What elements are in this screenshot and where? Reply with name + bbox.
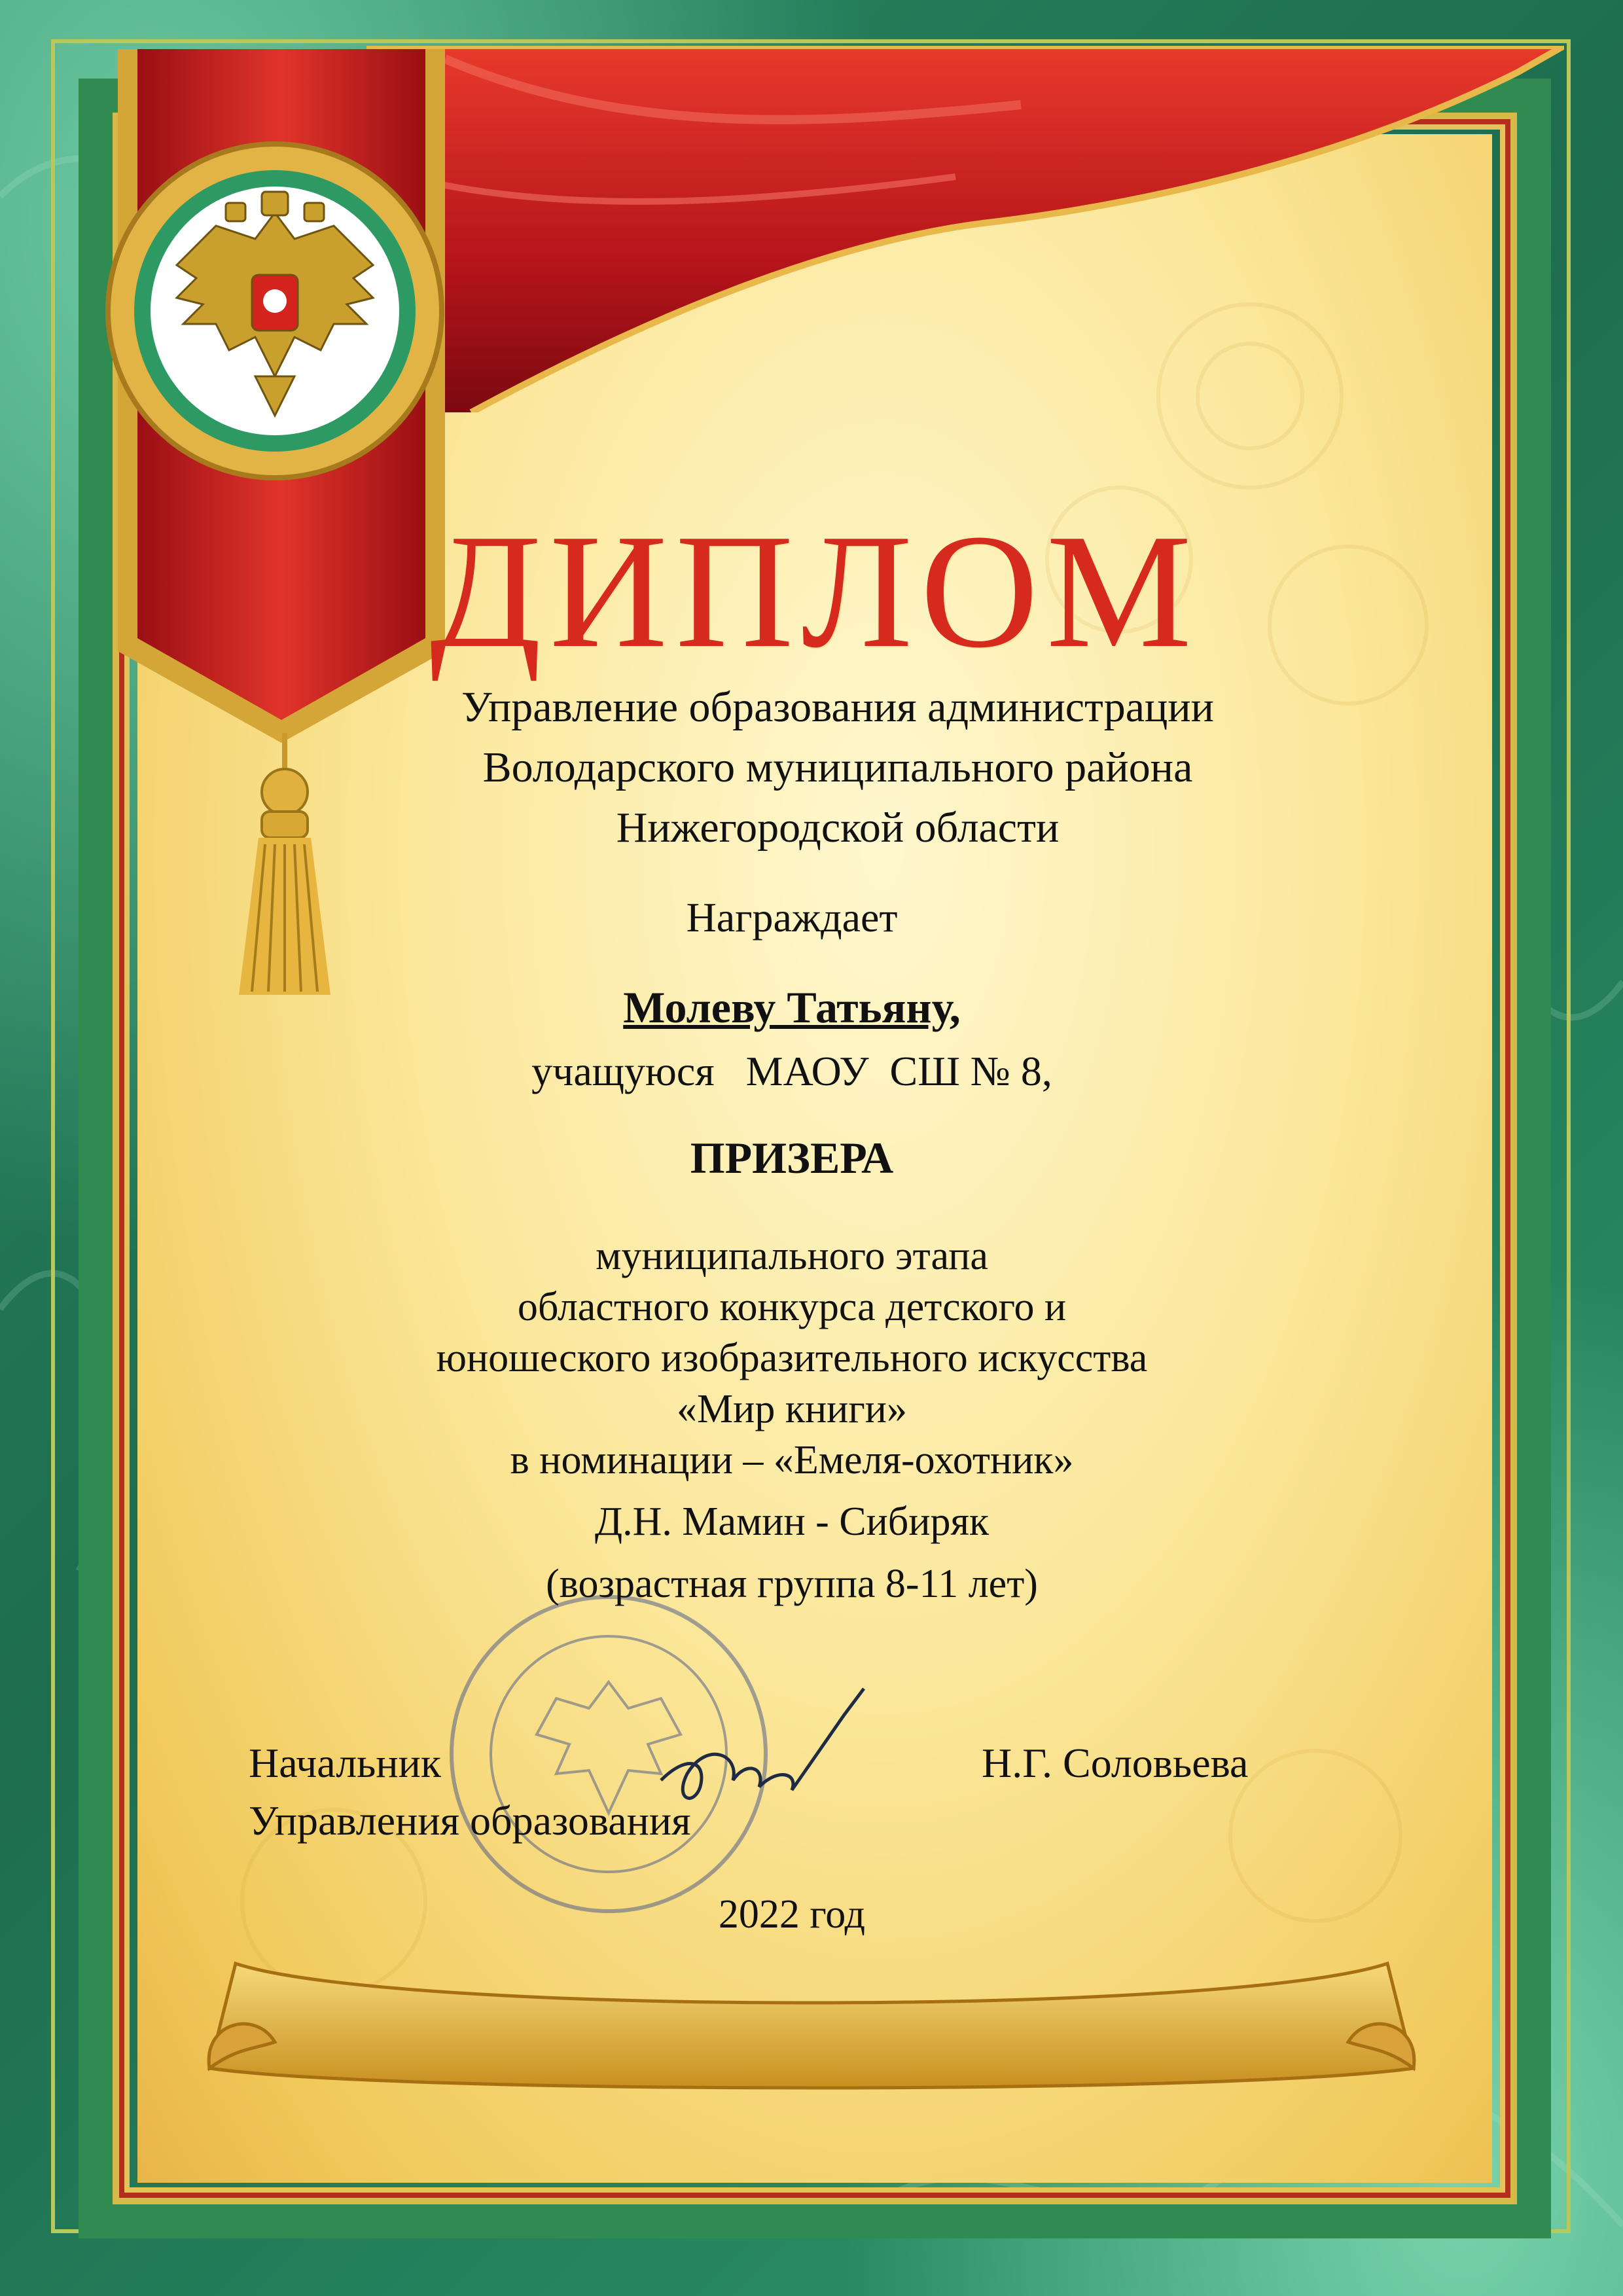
gold-scroll <box>196 1937 1427 2108</box>
red-curtain <box>366 46 1564 412</box>
contest-line: юношеского изобразительного искусства <box>436 1336 1148 1380</box>
recipient-name: Молеву Татьяну, <box>623 982 961 1032</box>
contest-line: муниципального этапа <box>596 1234 988 1278</box>
diploma-year: 2022 год <box>718 1892 866 1937</box>
organization-line: Володарского муниципального района <box>482 744 1193 791</box>
coat-of-arms-icon <box>105 141 445 481</box>
award-rank: ПРИЗЕРА <box>690 1133 894 1183</box>
contest-line: областного конкурса детского и <box>517 1285 1067 1329</box>
signatory-name: Н.Г. Соловьева <box>982 1740 1249 1786</box>
organization-line: Нижегородской области <box>616 804 1060 852</box>
diploma-title: ДИПЛОМ <box>429 501 1200 682</box>
signatory-position-line: Управления образования <box>249 1797 691 1844</box>
contest-line: «Мир книги» <box>677 1387 907 1431</box>
signatory-position-line: Начальник <box>249 1740 441 1786</box>
contest-description <box>281 1230 1302 1486</box>
recipient-school: учащуюся МАОУ СШ № 8, <box>531 1048 1052 1094</box>
issuing-organization <box>281 677 1394 858</box>
age-group: (возрастная группа 8-11 лет) <box>546 1562 1038 1606</box>
organization-line: Управление образования администрации <box>461 683 1214 731</box>
awards-text: Награждает <box>686 894 898 941</box>
contest-line: в номинации – «Емеля-охотник» <box>510 1438 1074 1482</box>
nomination-author: Д.Н. Мамин - Сибиряк <box>594 1499 990 1544</box>
signatory-position <box>249 1734 691 1850</box>
